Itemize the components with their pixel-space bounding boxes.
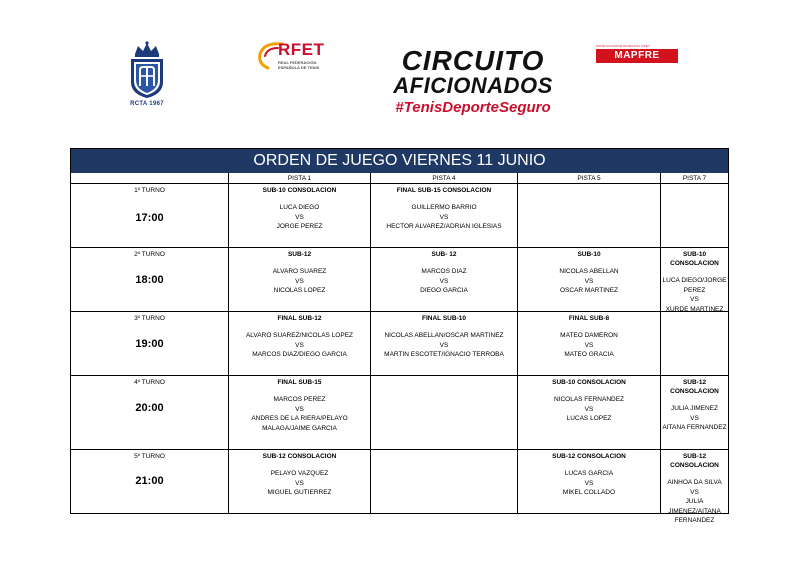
- header-pista-4: PISTA 4: [370, 173, 517, 184]
- player-1: JULIA JIMENEZ: [671, 405, 718, 412]
- match-category: SUB- 12: [431, 251, 457, 258]
- player-2-cont: MALAGA/JAIME GARCIA: [262, 424, 337, 432]
- vs-label: VS: [295, 341, 304, 349]
- match-players: [229, 331, 370, 360]
- match-cell: [370, 376, 517, 449]
- vs-label: VS: [584, 277, 594, 285]
- match-category: SUB-10 CONSOLACION: [552, 379, 626, 386]
- match-players: [661, 404, 728, 433]
- match-category: FINAL SUB-15: [277, 379, 322, 386]
- match-cell: [370, 450, 517, 513]
- turn-time: 17:00: [135, 212, 164, 224]
- player-2: MARCOS DIAZ/DIEGO GARCIA: [252, 351, 347, 358]
- match-cell: [228, 248, 370, 311]
- player-1: AINHOA DA SILVA: [667, 479, 722, 486]
- match-category: SUB-10 CONSOLACION: [262, 187, 337, 194]
- match-players: [371, 267, 517, 296]
- match-category: SUB-10 CONSOLACION: [670, 251, 719, 267]
- vs-label: VS: [584, 405, 594, 413]
- match-players: [371, 203, 517, 232]
- match-category: FINAL SUB-15 CONSOLACION: [396, 187, 492, 194]
- match-cell: [517, 312, 660, 375]
- match-category: [661, 184, 728, 186]
- player-1: PELAYO VAZQUEZ: [270, 470, 329, 477]
- mapfre-logo: [596, 44, 678, 66]
- match-cell: [517, 376, 660, 449]
- player-1: MARCOS PEREZ: [273, 396, 326, 403]
- turn-label: 5º TURNO: [134, 453, 165, 460]
- mapfre-sponsor-label: PATROCINADOR PRINCIPAL RFET: [596, 44, 651, 48]
- player-1: NICOLAS ABELLAN/OSCAR MARTINEZ: [384, 332, 504, 339]
- match-cell: [517, 248, 660, 311]
- rfet-title: RFET: [278, 40, 325, 59]
- schedule-table: [70, 148, 729, 524]
- match-cell: [660, 376, 728, 449]
- match-cell: [660, 248, 728, 311]
- player-2: NICOLAS LOPEZ: [273, 287, 326, 294]
- vs-label: VS: [690, 414, 699, 422]
- player-1: ALVARO SUAREZ: [272, 268, 327, 275]
- header-pista-1: PISTA 1: [228, 173, 370, 184]
- turn-time: 19:00: [135, 338, 164, 350]
- turn-time-cell: [71, 248, 228, 311]
- vs-label: VS: [295, 277, 304, 285]
- player-1: GUILLERMO BARRIO: [411, 204, 477, 211]
- turn-time-cell: [71, 312, 228, 375]
- match-players: [229, 267, 370, 296]
- vs-label: VS: [584, 479, 594, 487]
- header-time-cell: [71, 173, 228, 184]
- rfet-subtitle: [278, 60, 319, 70]
- player-2: OSCAR MARTINEZ: [559, 287, 619, 294]
- turn-time: 20:00: [135, 402, 164, 414]
- vs-label: VS: [295, 213, 304, 221]
- vs-label: VS: [439, 213, 449, 221]
- match-category: SUB-12 CONSOLACION: [670, 379, 719, 395]
- turn-label: 3º TURNO: [134, 315, 165, 322]
- match-category: SUB-12 CONSOLACION: [670, 453, 719, 469]
- turn-row: [71, 450, 728, 524]
- match-players: [518, 395, 660, 424]
- match-category: FINAL SUB-12: [277, 315, 322, 322]
- turn-time-cell: [71, 450, 228, 513]
- match-players: [661, 276, 728, 314]
- turn-row: [71, 248, 728, 312]
- turn-time: 18:00: [135, 274, 164, 286]
- player-1: NICOLAS FERNANDEZ: [553, 396, 625, 403]
- vs-label: VS: [690, 296, 699, 303]
- vs-label: VS: [295, 479, 304, 487]
- match-players: [229, 203, 370, 232]
- rfet-sub-line-1: REAL FEDERACIÓN: [278, 60, 317, 65]
- player-2: MARTIN ESCOTET/IGNACIO TERROBA: [384, 351, 504, 358]
- match-players: [518, 267, 660, 296]
- circuito-line-2: AFICIONADOS: [393, 73, 553, 98]
- turn-label: 1º TURNO: [134, 187, 165, 194]
- player-1: LUCA DIEGO/JORGE PEREZ: [662, 277, 727, 294]
- player-1: MARCOS DIAZ: [421, 268, 467, 275]
- turn-time-cell: [71, 184, 228, 247]
- match-players: [229, 395, 370, 433]
- turn-row: [71, 312, 728, 376]
- turn-time: 21:00: [135, 475, 164, 487]
- player-2: AITANA FERNANDEZ: [662, 424, 727, 431]
- rfet-sub-line-2: ESPAÑOLA DE TENIS: [278, 65, 320, 70]
- mapfre-wordmark: MAPFRE: [596, 49, 678, 63]
- rcta-crest-icon: [126, 40, 168, 100]
- match-players: [518, 469, 660, 498]
- rcta-logo: [126, 40, 168, 107]
- match-cell: [228, 312, 370, 375]
- header-pista-5: PISTA 5: [517, 173, 660, 184]
- match-cell: [517, 184, 660, 247]
- turn-row: [71, 376, 728, 450]
- match-cell: [517, 450, 660, 513]
- match-category: SUB-12 CONSOLACION: [262, 453, 337, 460]
- player-2: MIKEL COLLADO: [562, 489, 616, 496]
- match-category: SUB-10: [577, 251, 601, 258]
- match-category: FINAL SUB-8: [568, 315, 610, 322]
- match-category: SUB-12 CONSOLACION: [552, 453, 626, 460]
- player-2: LUCAS LOPEZ: [566, 415, 612, 422]
- match-players: [518, 331, 660, 360]
- match-category: FINAL SUB-10: [422, 315, 466, 322]
- match-cell: [370, 312, 517, 375]
- header-pista-7: PISTA 7: [660, 173, 728, 184]
- match-cell: [370, 184, 517, 247]
- player-2: XURDE MARTINEZ: [665, 305, 724, 313]
- rfet-logo: [256, 38, 346, 78]
- match-category: SUB-12: [287, 251, 312, 258]
- schedule-title: ORDEN DE JUEGO VIERNES 11 JUNIO: [71, 149, 728, 173]
- player-2: HECTOR ALVAREZ/ADRIAN IGLESIAS: [386, 223, 502, 230]
- turn-label: 2º TURNO: [134, 251, 165, 258]
- player-2: JORGE PEREZ: [276, 223, 323, 230]
- vs-label: VS: [690, 488, 699, 496]
- player-2: ANDRES DE LA RIERA/PELAYO: [251, 415, 348, 422]
- match-cell: [228, 450, 370, 513]
- match-category: [371, 450, 517, 452]
- match-cell: [370, 248, 517, 311]
- player-2: MIGUEL GUTIERREZ: [267, 489, 332, 496]
- rcta-label: RCTA 1967: [130, 101, 164, 107]
- match-cell: [228, 184, 370, 247]
- court-header-row: [71, 173, 728, 184]
- player-1: MATEO DAMERON: [560, 332, 618, 339]
- match-players: [229, 469, 370, 498]
- match-players: [371, 331, 517, 360]
- match-cell: [228, 376, 370, 449]
- match-cell: [660, 312, 728, 375]
- turn-time-cell: [71, 376, 228, 449]
- player-2: DIEGO GARCIA: [420, 287, 468, 294]
- player-1: LUCA DIEGO: [279, 204, 320, 211]
- player-1: ALVARO SUAREZ/NICOLAS LOPEZ: [245, 332, 354, 339]
- player-2: JULIA JIMENEZ/AITANA FERNANDEZ: [668, 498, 721, 524]
- match-category: [661, 312, 728, 314]
- turn-label: 4º TURNO: [134, 379, 165, 386]
- match-category: [371, 376, 517, 378]
- player-2: MATEO GRACIA: [564, 351, 614, 358]
- match-cell: [660, 184, 728, 247]
- vs-label: VS: [295, 405, 304, 413]
- vs-label: VS: [584, 341, 594, 349]
- match-players: [661, 478, 728, 526]
- vs-label: VS: [439, 341, 449, 349]
- circuito-aficionados-logo: [366, 47, 580, 122]
- match-cell: [660, 450, 728, 524]
- player-1: NICOLAS ABELLAN: [559, 268, 619, 275]
- circuito-hashtag: #TenisDeporteSeguro: [395, 99, 551, 116]
- circuito-line-1: CIRCUITO: [401, 45, 545, 76]
- player-1: LUCAS GARCIA: [564, 470, 614, 477]
- match-category: [518, 184, 660, 186]
- turn-row: [71, 184, 728, 248]
- vs-label: VS: [439, 277, 449, 285]
